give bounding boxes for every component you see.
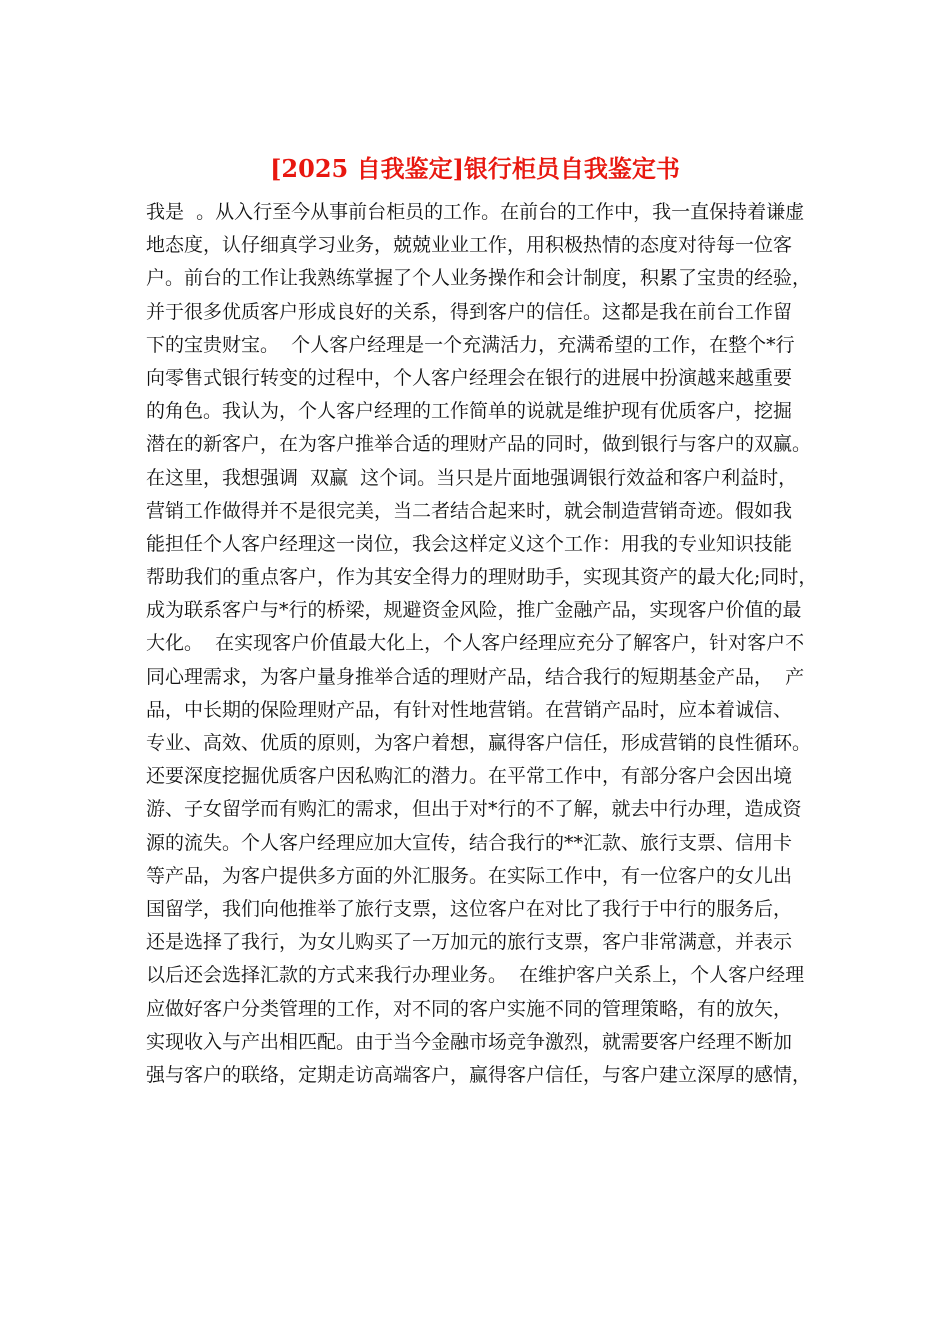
body-line: 还要深度挖掘优质客户因私购汇的潜力。在平常工作中，有部分客户会因出境 [146, 765, 793, 788]
body-line: 等产品，为客户提供多方面的外汇服务。在实际工作中，有一位客户的女儿出 [146, 864, 793, 887]
body-line: 并于很多优质客户形成良好的关系，得到客户的信任。这都是我在前台工作留 [146, 300, 793, 323]
body-line: 强与客户的联络，定期走访高端客户，赢得客户信任，与客户建立深厚的感情， [146, 1063, 812, 1086]
body-line: 帮助我们的重点客户，作为其安全得力的理财助手，实现其资产的最大化;同时， [146, 566, 818, 589]
document-title: [2025 自我鉴定]银行柜员自我鉴定书 [270, 154, 680, 183]
body-line: 游、子女留学而有购汇的需求，但出于对*行的不了解，就去中行办理，造成资 [146, 798, 802, 821]
body-line: 的角色。我认为，个人客户经理的工作简单的说就是维护现有优质客户，挖掘 [146, 400, 793, 423]
document-body [146, 196, 826, 1092]
body-line: 我是 。从入行至今从事前台柜员的工作。在前台的工作中，我一直保持着谦虚 [146, 201, 805, 223]
body-line: 向零售式银行转变的过程中，个人客户经理会在银行的进展中扮演越来越重要 [146, 366, 793, 389]
body-line: 专业、高效、优质的原则，为客户着想，赢得客户信任，形成营销的良性循环。 [146, 732, 812, 754]
body-line: 还是选择了我行，为女儿购买了一万加元的旅行支票，客户非常满意，并表示 [146, 931, 793, 954]
body-line: 实现收入与产出相匹配。由于当今金融市场竞争激烈，就需要客户经理不断加 [146, 1030, 793, 1053]
body-line: 下的宝贵财宝。 个人客户经理是一个充满活力，充满希望的工作，在整个*行 [146, 333, 795, 356]
body-line: 国留学，我们向他推举了旅行支票，这位客户在对比了我行于中行的服务后， [146, 897, 793, 920]
body-line: 地态度，认仔细真学习业务，兢兢业业工作，用积极热情的态度对待每一位客 [146, 234, 793, 257]
body-line: 潜在的新客户，在为客户推举合适的理财产品的同时，做到银行与客户的双赢。 [146, 433, 812, 456]
body-line: 成为联系客户与*行的桥梁，规避资金风险，推广金融产品，实现客户价值的最 [146, 599, 802, 622]
body-line: 以后还会选择汇款的方式来我行办理业务。 在维护客户关系上，个人客户经理 [146, 964, 805, 987]
body-line: 品，中长期的保险理财产品，有针对性地营销。在营销产品时，应本着诚信、 [146, 698, 793, 721]
body-line: 同心理需求，为客户量身推举合适的理财产品，结合我行的短期基金产品， 产 [146, 665, 805, 688]
body-line: 大化。 在实现客户价值最大化上，个人客户经理应充分了解客户，针对客户不 [146, 632, 805, 655]
body-line: 营销工作做得并不是很完美，当二者结合起来时，就会制造营销奇迹。假如我 [146, 499, 793, 522]
body-line: 源的流失。个人客户经理应加大宣传，结合我行的**汇款、旅行支票、信用卡 [146, 831, 793, 854]
body-line: 应做好客户分类管理的工作，对不同的客户实施不同的管理策略，有的放矢， [146, 997, 793, 1020]
body-line: 能担任个人客户经理这一岗位，我会这样定义这个工作：用我的专业知识技能 [146, 532, 793, 555]
body-line: 在这里，我想强调 双赢 这个词。当只是片面地强调银行效益和客户利益时， [146, 466, 798, 489]
body-line: 户。前台的工作让我熟练掌握了个人业务操作和会计制度，积累了宝贵的经验， [146, 267, 812, 290]
